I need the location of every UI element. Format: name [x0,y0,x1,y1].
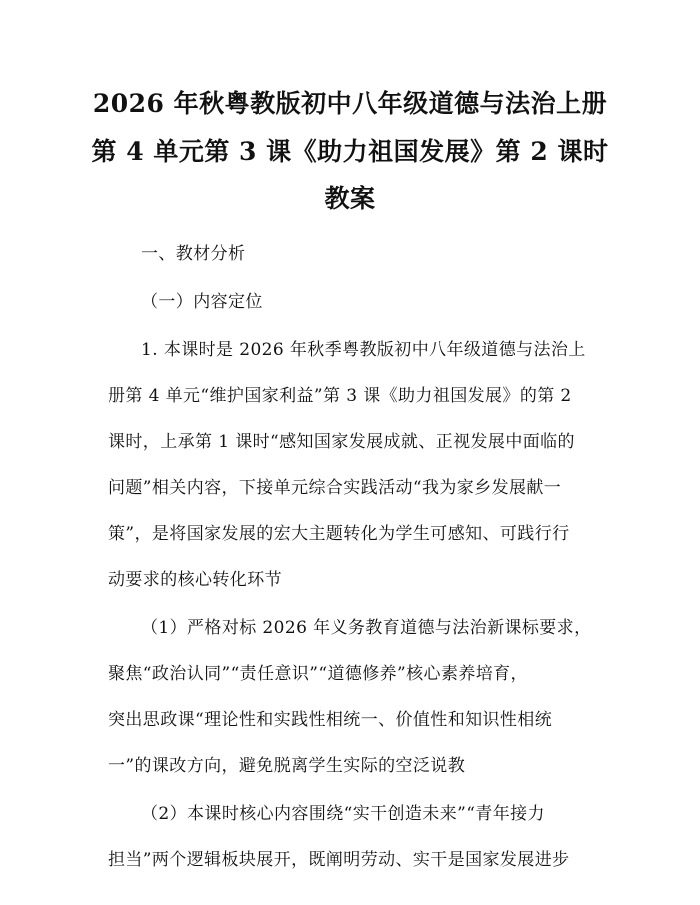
paragraph-2-line-1: （1）严格对标 2026 年义务教育道德与法治新课标要求， [141,618,592,638]
paragraph-1-line-1: 1. 本课时是 2026 年秋季粤教版初中八年级道德与法治上 [141,340,586,360]
paragraph-3-line-2: 担当”两个逻辑板块展开，既阐明劳动、实干是国家发展进步 [108,850,570,870]
paragraph-1-line-4: 问题”相关内容，下接单元综合实践活动“我为家乡发展献一 [108,478,562,498]
document-title-line-3: 教案 [324,184,376,213]
paragraph-1-line-2: 册第 4 单元“维护国家利益”第 3 课《助力祖国发展》的第 2 [108,386,572,406]
paragraph-1-line-5: 策”，是将国家发展的宏大主题转化为学生可感知、可践行行 [108,524,570,544]
paragraph-2-line-4: 一”的课改方向，避免脱离学生实际的空泛说教 [108,756,466,776]
paragraph-2-line-3: 突出思政课“理论性和实践性相统一、价值性和知识性相统 [108,710,553,730]
subsection-heading: （一）内容定位 [141,292,263,312]
document-title-line-2: 第 4 单元第 3 课《助力祖国发展》第 2 课时 [91,137,609,166]
paragraph-3-line-1: （2）本课时核心内容围绕“实干创造未来”“青年接力 [141,804,545,824]
document-title-line-1: 2026 年秋粤教版初中八年级道德与法治上册 [92,89,608,118]
paragraph-1-line-6: 动要求的核心转化环节 [108,570,282,590]
section-heading: 一、教材分析 [141,244,246,264]
paragraph-1-line-3: 课时，上承第 1 课时“感知国家发展成就、正视发展中面临的 [108,432,575,452]
paragraph-2-line-2: 聚焦“政治认同”“责任意识”“道德修养”核心素养培育， [108,664,528,684]
